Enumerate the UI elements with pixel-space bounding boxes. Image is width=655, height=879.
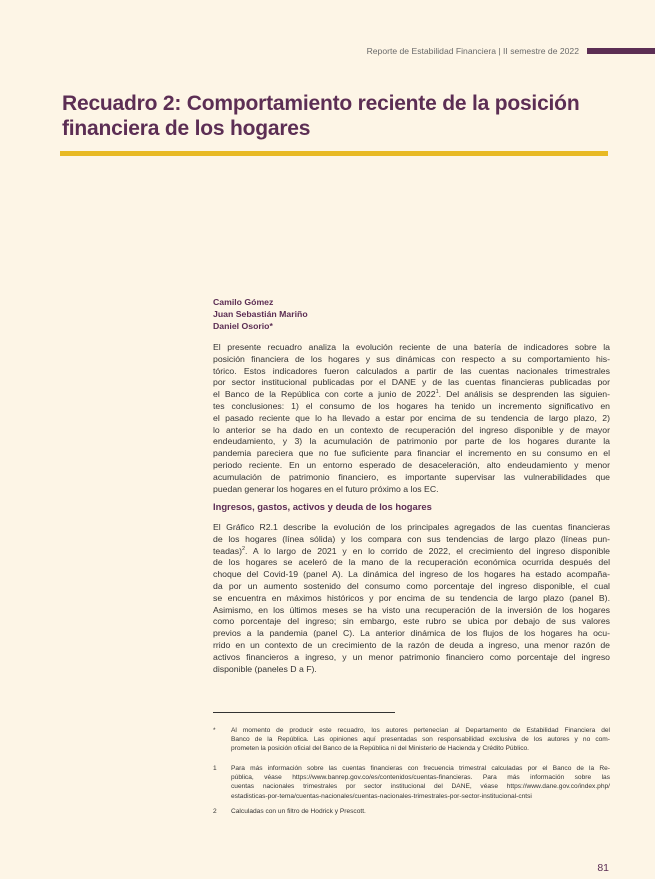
title-line-1: Recuadro 2: Comportamiento reciente de la posición xyxy=(62,92,580,115)
author-name: Daniel Osorio* xyxy=(213,320,273,331)
text-line: endeudamiento, y 3) la acumulación de patrimonio por parte de los hogares durante la xyxy=(213,436,610,447)
text-line: tórico. Estos indicadores fueron calculados a partir de las cuentas nacionales trimestrales xyxy=(213,365,610,376)
author-name: Camilo Gómez xyxy=(213,297,274,307)
text-line: Para más información sobre las cuentas financieras con frecuencia trimestral calculadas por el Banco de la Re- xyxy=(231,765,610,772)
section-heading: Ingresos, gastos, activos y deuda de los hogares xyxy=(213,501,432,512)
text-line: se encuentra en máximos históricos y por encima de su tendencia de largo plazo (panel B). xyxy=(213,592,610,603)
footnote-ref[interactable]: 2 xyxy=(241,545,246,552)
text-line: por sector institucional publicadas por el DANE y de las cuentas financieras publicadas por xyxy=(213,377,610,388)
intro-paragraph xyxy=(213,342,610,495)
text-line: Asimismo, en los últimos meses se ha visto una recuperación de la inversión de los hogares xyxy=(213,604,610,615)
text-line: Al momento de producir este recuadro, los autores pertenecían al Departamento de Estabilidad Financiera del xyxy=(231,727,610,734)
text-line: posición financiera de los hogares y sus dinámicas con respecto a su comportamiento his- xyxy=(213,353,610,364)
text-line: como porcentaje del ingreso; sin embargo, este rubro se ubica por debajo de sus valores xyxy=(213,616,610,627)
text-run: . A lo largo de 2021 y en lo corrido de 2022, el crecimiento del ingreso disponible xyxy=(245,545,610,556)
text-line: de los hogares se aceleró de la mano de la recuperación económica ocurrida después del xyxy=(213,557,610,568)
footnote-1 xyxy=(213,764,610,801)
footnote-text xyxy=(231,726,610,754)
running-header xyxy=(367,44,655,58)
page-title xyxy=(62,91,602,141)
text-line: pública, véase https://www.banrep.gov.co/es/contenidos/cuentas-financieras. Para más información sobre las xyxy=(231,774,610,782)
text-line xyxy=(213,546,610,558)
text-run: teadas) xyxy=(213,545,242,556)
title-line-2: financiera de los hogares xyxy=(62,117,311,140)
author-list xyxy=(213,297,308,332)
text-line: estadisticas-por-tema/cuentas-nacionales/cuentas-nacionales-trimestrales-por-sector-institucional-cntsi xyxy=(231,792,532,800)
text-run: el Banco de la República con corte a junio de 2022 xyxy=(213,389,436,400)
footnote-marker: 2 xyxy=(213,808,217,815)
text-line: el pasado reciente que lo ha llevado a estar por encima de su tendencia de largo plazo, 2) xyxy=(213,412,610,423)
text-line: rrido en un contexto de un crecimiento de la razón de deuda a ingreso, una menor razón de xyxy=(213,639,610,650)
text-line: de los hogares (línea sólida) y los compara con sus tendencias de largo plazo (líneas pun- xyxy=(213,533,610,544)
footnote-ref[interactable]: 1 xyxy=(435,389,439,396)
text-line: El Gráfico R2.1 describe la evolución de los principales agregados de las cuentas financieras xyxy=(213,522,610,532)
text-line: prometen la posición oficial del Banco de la República ni del Ministerio de Hacienda y Crédito Público. xyxy=(231,745,529,753)
text-line: tes conclusiones: 1) el consumo de los hogares ha tenido un incremento significativo en xyxy=(213,400,610,411)
text-line: activos financieros a ingreso, y un menor patrimonio financiero como porcentaje del ingreso xyxy=(213,651,610,662)
page-number: 81 xyxy=(597,862,609,874)
text-line: pandemia pareciera que no fue suficiente para financiar el incremento en su consumo en el xyxy=(213,448,610,459)
text-line: choque del Covid-19 (panel A). La dinámica del ingreso de los hogares ha estado acompaña- xyxy=(213,569,610,580)
text-line: da por un aumento sostenido del consumo como porcentaje del ingreso disponible, el cual xyxy=(213,580,610,591)
text-line: puedan generar los hogares en el futuro próximo a los EC. xyxy=(213,483,439,494)
footnote-divider xyxy=(213,712,395,713)
text-line: lo anterior se ha dado en un contexto de recuperación del ingreso disponible y de mayor xyxy=(213,424,610,435)
text-line: Banco de la República. Las opiniones aquí presentadas son responsabilidad exclusiva de los autores y no com- xyxy=(231,736,610,744)
footnote-text xyxy=(231,764,610,801)
footnote-marker: 1 xyxy=(213,765,217,772)
text-line: disponible (paneles D a F). xyxy=(213,663,317,674)
text-line: acumulación de patrimonio financiero, es importante supervisar las vulnerabilidades que xyxy=(213,471,610,482)
footnote-marker: * xyxy=(213,727,216,734)
section-paragraph xyxy=(213,522,610,675)
footnote-2 xyxy=(213,807,610,816)
running-head-text: Reporte de Estabilidad Financiera | II semestre de 2022 xyxy=(366,46,579,56)
text-line: cuentas nacionales trimestrales por sector institucional del DANE, véase https://www.dane.gov.co/index.php/ xyxy=(231,783,610,791)
author-name: Juan Sebastián Mariño xyxy=(213,308,308,319)
text-line: periodo reciente. En un entorno esperado de desaceleración, alto endeudamiento y menor xyxy=(213,459,610,470)
footnote-text xyxy=(231,807,610,816)
text-line: Calculadas con un filtro de Hodrick y Prescott. xyxy=(231,808,366,815)
text-run: . Del análisis se desprenden las siguien- xyxy=(438,389,611,400)
header-accent-bar xyxy=(587,48,655,54)
title-underline xyxy=(60,151,608,156)
text-line xyxy=(213,389,610,401)
text-line: previos a la pandemia (panel C). La anterior dinámica de los flujos de los hogares ha ocu- xyxy=(213,628,610,639)
text-line: El presente recuadro analiza la evolución reciente de una batería de indicadores sobre la xyxy=(213,342,610,352)
footnote-author-note xyxy=(213,726,610,754)
